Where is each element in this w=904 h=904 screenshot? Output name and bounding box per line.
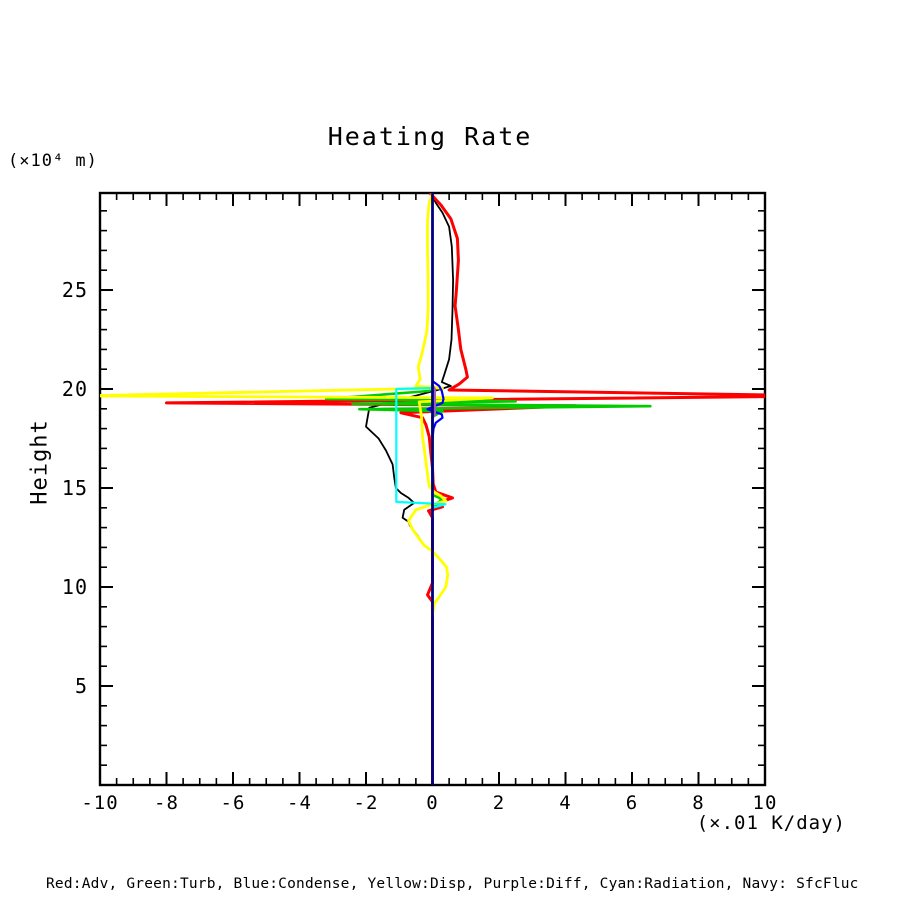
x-tick-label: -8: [154, 792, 179, 814]
y-tick-label: 25: [61, 278, 88, 303]
x-tick-label: -2: [353, 792, 379, 814]
x-tick-label: 10: [752, 792, 778, 814]
series-group: [80, 193, 831, 785]
x-tick-label: -10: [81, 792, 119, 814]
x-tick-label: 0: [426, 792, 439, 814]
x-axis-unit-label: (×.01 K/day): [696, 812, 846, 834]
series-red-adv: [167, 193, 832, 785]
chart-title: Heating Rate: [327, 122, 533, 151]
series-green-turb: [326, 385, 650, 508]
y-axis-unit-label: (×10⁴ m): [8, 151, 98, 171]
y-tick-label: 15: [61, 476, 88, 501]
y-axis-label: Height: [27, 419, 53, 505]
y-tick-label: 20: [61, 377, 88, 402]
x-tick-label: 8: [692, 792, 705, 814]
x-tick-label: 6: [625, 792, 639, 814]
x-tick-label: -4: [287, 792, 312, 814]
x-tick-label: 2: [492, 792, 506, 814]
legend-caption: Red:Adv, Green:Turb, Blue:Condense, Yellow:Disp, Purple:Diff, Cyan:Radiation, Navy: SfcFluc: [46, 876, 859, 892]
y-tick-label: 10: [61, 575, 88, 600]
x-tick-label: -6: [220, 792, 246, 814]
x-tick-label: 4: [559, 792, 572, 814]
y-tick-label: 5: [74, 674, 88, 699]
